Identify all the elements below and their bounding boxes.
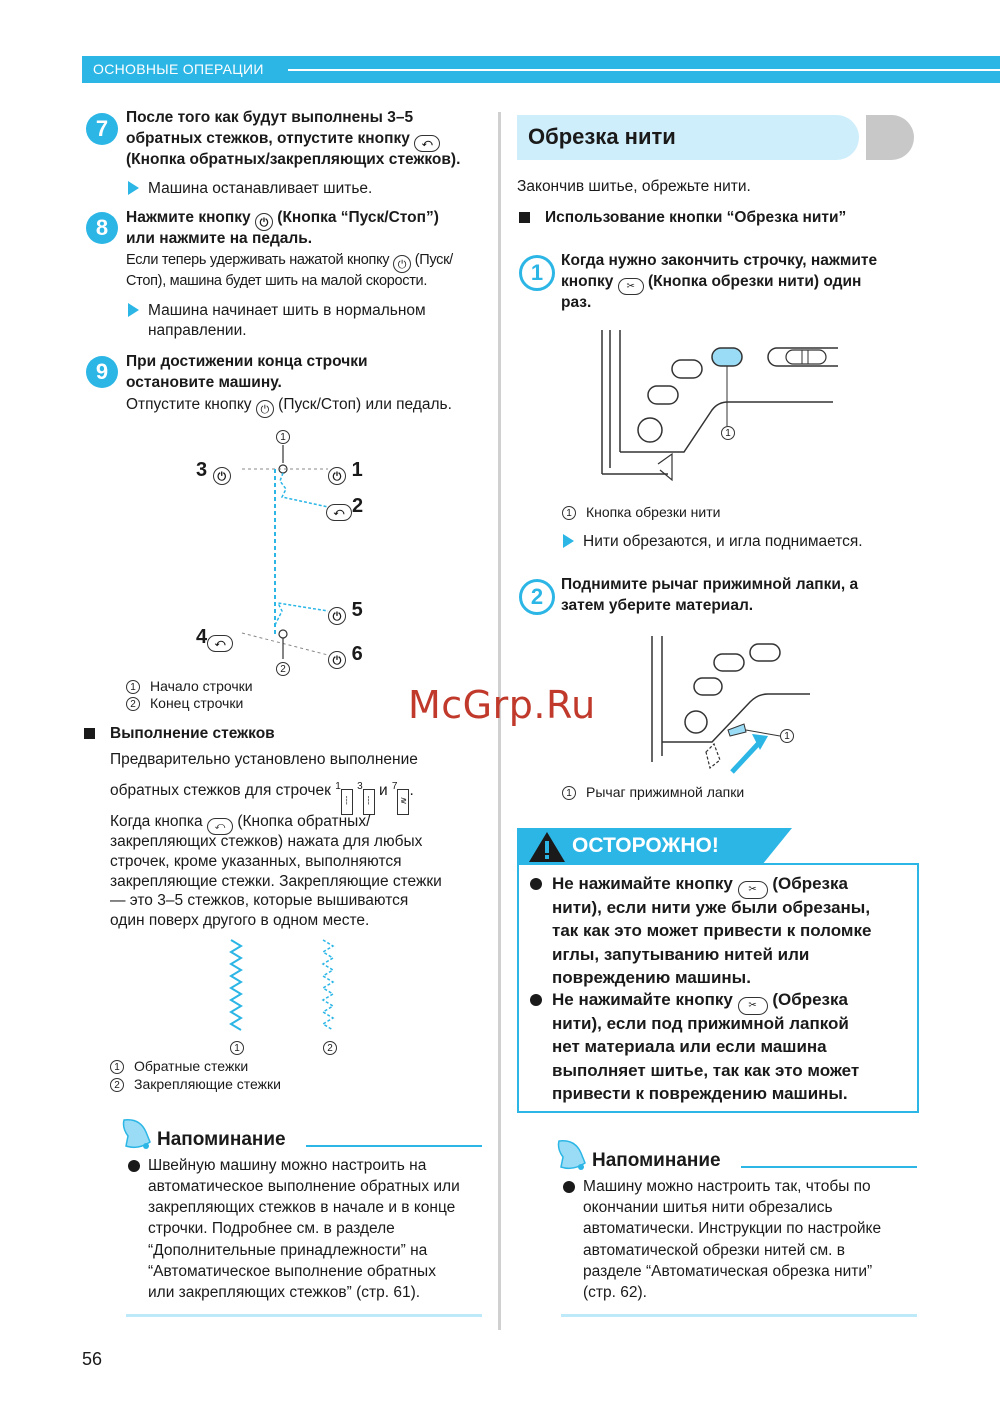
right-step-1-number: 1: [519, 255, 555, 291]
thread-cutter-icon: ✂: [738, 881, 768, 899]
right-memo-line-4: автоматической обрезки нитей см. в: [583, 1242, 845, 1259]
right-step-1-line-1: Когда нужно закончить строчку, нажмите: [561, 252, 878, 269]
diagram-label-4: 4 ⤺: [196, 626, 233, 652]
straight-stitch-icon: ┆: [363, 789, 375, 815]
memo-bell-icon: [118, 1116, 154, 1152]
caution-1-line-5: повреждению машины.: [552, 968, 751, 987]
section-title: Обрезка нити: [528, 124, 676, 149]
lever-marker: 1: [780, 729, 794, 743]
lever-legend: 1 Рычаг прижимной лапки: [562, 783, 744, 801]
caution-1-line-1: Не нажимайте кнопку ✂ (Обрезка: [552, 872, 848, 899]
memo-bottom-rule: [126, 1314, 482, 1317]
step-8-line-1: Нажмите кнопку ⏻ (Кнопка “Пуск/Стоп”): [126, 209, 439, 229]
diagram-label-5: ⏻ 5: [328, 599, 363, 625]
step-7-number: 7: [86, 113, 118, 145]
memo-rule: [306, 1145, 482, 1147]
step-8-result-1: Машина начинает шить в нормальном: [148, 302, 426, 319]
reverse-stitch-icon: ⤺: [326, 504, 352, 521]
square-bullet-icon: [519, 212, 530, 223]
bullet-icon: [530, 994, 542, 1006]
stitches-p1: Предварительно установлено выполнение: [110, 751, 418, 768]
step-9-line-1: При достижении конца строчки: [126, 353, 368, 370]
right-step-1-line-3: раз.: [561, 294, 592, 311]
memo-line-2: автоматическое выполнение обратных или: [148, 1178, 460, 1195]
thread-cutter-icon: ✂: [738, 997, 768, 1015]
thread-cutter-button-illustration: [588, 330, 838, 485]
stitches-p7: — это 3–5 стежков, которые вышиваются: [110, 892, 409, 909]
caution-1-line-2: нити), если нити уже были обрезаны,: [552, 898, 871, 917]
step-7-line-2: обратных стежков, отпустите кнопку ⤺: [126, 128, 440, 152]
start-stop-icon: ⏻: [328, 607, 346, 625]
section-intro: Закончив шитье, обрежьте нити.: [517, 178, 751, 195]
memo-line-3: закрепляющих стежков в начале и в конце: [148, 1199, 456, 1216]
presser-foot-lever-illustration: [640, 632, 810, 777]
caution-header-tail: [762, 828, 792, 865]
reverse-stitch-icon: ⤺: [207, 635, 233, 652]
square-bullet-icon: [84, 728, 95, 739]
zigzag-stitch-illustration: [225, 938, 345, 1038]
memo-rule: [741, 1166, 917, 1168]
step-8-number: 8: [86, 212, 118, 244]
diagram-label-3: 3 ⏻: [196, 459, 231, 485]
stitches-p5: строчек, кроме указанных, выполняются: [110, 853, 402, 870]
stitches-p2: обратных стежков для строчек $^1$┆ $^3$┆ и $^7$≷.: [110, 776, 414, 815]
cutter-legend: 1 Кнопка обрезки нити: [562, 503, 720, 521]
caution-2-line-4: выполняет шитье, так как это может: [552, 1061, 860, 1080]
right-memo-line-2: окончании шитья нити обрезались: [583, 1199, 833, 1216]
step-8-note-1: Если теперь удерживать нажатой кнопку ⏻ (Пуск/: [126, 252, 453, 271]
step-9-number: 9: [86, 356, 118, 388]
right-step-2-number: 2: [519, 579, 555, 615]
diagram-label-6: ⏻ 6: [328, 643, 363, 669]
diagram-legend-2: 2 Конец строчки: [126, 694, 243, 712]
section-title-tail: [866, 115, 914, 160]
step-7-result: Машина останавливает шитье.: [148, 180, 373, 197]
straight-stitch-icon: ┆: [341, 789, 353, 815]
right-step-2-line-1: Поднимите рычаг прижимной лапки, а: [561, 576, 859, 593]
start-stop-icon: ⏻: [255, 213, 273, 231]
zigzag-stitch-icon: ≷: [397, 789, 409, 815]
memo-line-6: “Автоматическое выполнение обратных: [148, 1263, 436, 1280]
cutter-marker: 1: [721, 426, 735, 440]
memo-line-5: “Дополнительные принадлежности” на: [148, 1242, 428, 1259]
bullet-icon: [530, 878, 542, 890]
stitch-marker-2: 2: [323, 1041, 337, 1055]
bullet-icon: [128, 1160, 140, 1172]
caution-2-line-2: нити), если под прижимной лапкой: [552, 1014, 849, 1033]
start-stop-icon: ⏻: [213, 467, 231, 485]
section-header-title: ОСНОВНЫЕ ОПЕРАЦИИ: [93, 61, 264, 77]
memo-title: Напоминание: [157, 1129, 286, 1150]
caution-title: ОСТОРОЖНО!: [572, 834, 719, 857]
step-8-result-2: направлении.: [148, 322, 247, 339]
warning-icon: [528, 831, 566, 863]
caution-1-line-3: так как это может привести к поломке: [552, 921, 872, 940]
stitch-marker-1: 1: [230, 1041, 244, 1055]
step-8-line-2: или нажмите на педаль.: [126, 230, 313, 247]
result-arrow-icon: [128, 303, 139, 317]
stitch-legend-1: 1 Обратные стежки: [110, 1057, 248, 1075]
step-9-line-2: остановите машину.: [126, 374, 282, 391]
memo-line-4: строчки. Подробнее см. в разделе: [148, 1220, 395, 1237]
result-arrow-icon: [563, 534, 574, 548]
reverse-stitch-icon: ⤺: [414, 135, 440, 152]
bullet-icon: [563, 1181, 575, 1193]
diagram-marker-start: 1: [276, 430, 290, 444]
stitches-heading: Выполнение стежков: [110, 725, 275, 742]
page-number: 56: [82, 1349, 103, 1369]
caution-2-line-3: нет материала или если машина: [552, 1037, 827, 1056]
step-7-line-1: После того как будут выполнены 3–5: [126, 109, 414, 126]
caution-2-line-5: привести к повреждению машины.: [552, 1084, 848, 1103]
stitches-p8: один поверх другого в одном месте.: [110, 912, 370, 929]
stitches-p6: закрепляющие стежки. Закрепляющие стежки: [110, 873, 442, 890]
caution-1-line-4: иглы, запутыванию нитей или: [552, 945, 810, 964]
right-step-2-line-2: затем уберите материал.: [561, 597, 754, 614]
memo-bell-icon: [553, 1137, 589, 1173]
diagram-label-2: ⤺ 2: [326, 495, 363, 521]
step-9-note: Отпустите кнопку ⏻ (Пуск/Стоп) или педаль.: [126, 396, 452, 416]
right-memo-line-6: (стр. 62).: [583, 1284, 647, 1301]
subheading: Использование кнопки “Обрезка нити”: [545, 209, 847, 226]
right-memo-line-1: Машину можно настроить так, чтобы по: [583, 1178, 871, 1195]
diagram-legend-1: 1 Начало строчки: [126, 677, 253, 695]
memo-bottom-rule: [561, 1314, 917, 1317]
memo-line-7: или закрепляющих стежков” (стр. 61).: [148, 1284, 421, 1301]
step-7-line-3: (Кнопка обратных/закрепляющих стежков).: [126, 151, 461, 168]
start-stop-icon: ⏻: [328, 467, 346, 485]
stitch-legend-2: 2 Закрепляющие стежки: [110, 1075, 281, 1093]
result-arrow-icon: [128, 181, 139, 195]
stitches-p3: Когда кнопка ⤺ (Кнопка обратных/: [110, 811, 370, 835]
step-8-note-2: Стоп), машина будет шить на малой скорости.: [126, 273, 428, 289]
reverse-stitch-icon: ⤺: [207, 818, 233, 835]
header-rule: [288, 69, 1000, 71]
watermark: McGrp.Ru: [408, 683, 596, 727]
caution-2-line-1: Не нажимайте кнопку ✂ (Обрезка: [552, 988, 848, 1015]
stitches-p4: закрепляющих стежков) нажата для любых: [110, 833, 423, 850]
memo-title: Напоминание: [592, 1150, 721, 1171]
start-stop-icon: ⏻: [328, 651, 346, 669]
start-stop-icon: ⏻: [393, 255, 411, 273]
diagram-marker-end: 2: [276, 662, 290, 676]
diagram-label-1: ⏻ 1: [328, 459, 363, 485]
memo-line-1: Швейную машину можно настроить на: [148, 1157, 427, 1174]
right-memo-line-3: автоматически. Инструкции по настройке: [583, 1220, 882, 1237]
thread-cutter-icon: ✂: [618, 278, 644, 295]
right-step-1-line-2: кнопку ✂ (Кнопка обрезки нити) один: [561, 271, 861, 295]
start-stop-icon: ⏻: [256, 400, 274, 418]
right-memo-line-5: разделе “Автоматическая обрезка нити”: [583, 1263, 873, 1280]
right-step-1-result: Нити обрезаются, и игла поднимается.: [583, 533, 863, 550]
